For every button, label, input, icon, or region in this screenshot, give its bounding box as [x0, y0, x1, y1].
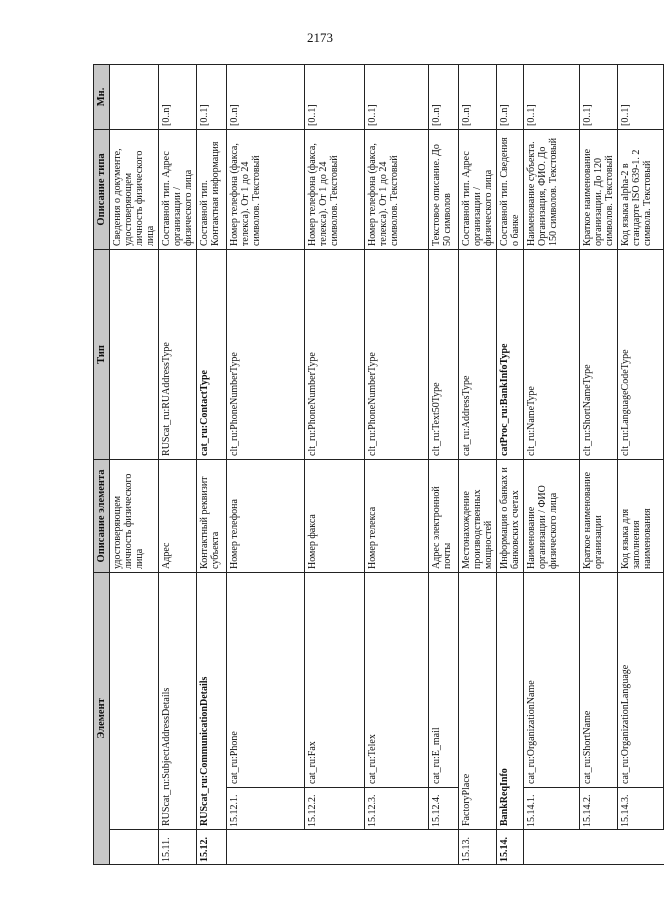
indent-spacer	[618, 830, 664, 865]
indent-spacer	[305, 830, 365, 865]
table-row	[524, 64, 580, 864]
indent-spacer	[227, 830, 305, 865]
table-header-row	[94, 64, 110, 864]
element-description: Адрес	[159, 459, 197, 572]
rotated-table-container	[93, 65, 653, 865]
header-element: Элемент	[94, 572, 110, 864]
element-description: Номер телефона	[227, 459, 305, 572]
table-row	[305, 64, 365, 864]
table-row	[459, 64, 497, 864]
indent-spacer	[524, 830, 580, 865]
type-description: Номер телефона (факса, телекса). От 1 до 24 символов. Текстовый	[227, 129, 305, 249]
header-type-desc: Описание типа	[94, 129, 110, 249]
row-number: 15.12.3.	[365, 788, 429, 830]
row-number: 15.12.4.	[429, 788, 459, 830]
element-name: cat_ru:OrganizationLanguage	[618, 572, 664, 787]
multiplicity: [0..n]	[227, 64, 305, 129]
table-row	[227, 64, 305, 864]
element-description: Номер факса	[305, 459, 365, 572]
element-name	[110, 572, 159, 829]
type-name: clt_ru:PhoneNumberType	[227, 249, 305, 459]
row-number: 15.12.	[197, 830, 227, 865]
multiplicity	[110, 64, 159, 129]
type-name: RUScat_ru:RUAddressType	[159, 249, 197, 459]
element-description: Номер телекса	[365, 459, 429, 572]
element-name: cat_ru:Phone	[227, 572, 305, 787]
element-name: cat_ru:Fax	[305, 572, 365, 787]
row-number: 15.14.	[497, 830, 524, 865]
type-description: Текстовое описание. До 50 символов	[429, 129, 459, 249]
table-body	[110, 64, 664, 864]
row-number: 15.12.1.	[227, 788, 305, 830]
type-description: Номер телефона (факса, телекса). От 1 до 24 символов. Текстовый	[305, 129, 365, 249]
row-number: 15.14.1.	[524, 788, 580, 830]
table-row	[497, 64, 524, 864]
element-name: cat_ru:OrganizationName	[524, 572, 580, 787]
element-description: Контактный реквизит субъекта	[197, 459, 227, 572]
element-name: cat_ru:Telex	[365, 572, 429, 787]
multiplicity: [0..1]	[580, 64, 618, 129]
multiplicity: [0..1]	[365, 64, 429, 129]
row-number	[110, 830, 159, 865]
element-name: RUScat_ru:CommunicationDetails	[197, 572, 227, 829]
table-row	[159, 64, 197, 864]
multiplicity: [0..n]	[459, 64, 497, 129]
row-number: 15.13.	[459, 830, 497, 865]
row-number: 15.14.3.	[618, 788, 664, 830]
table-row	[110, 64, 159, 864]
indent-spacer	[580, 830, 618, 865]
multiplicity: [0..1]	[305, 64, 365, 129]
element-description: Местонахождение производственных мощностей	[459, 459, 497, 572]
type-description: Составной тип. Адрес организации / физического лица	[459, 129, 497, 249]
multiplicity: [0..1]	[524, 64, 580, 129]
element-description: удостоверяющем личность физического лица	[110, 459, 159, 572]
element-table	[93, 64, 664, 865]
type-description: Код языка alpha-2 в стандарте ISO 639-1. 2 символа. Текстовый	[618, 129, 664, 249]
multiplicity: [0..1]	[197, 64, 227, 129]
type-description: Составной тип. Контактная информация	[197, 129, 227, 249]
type-name: cat_ru:ContactType	[197, 249, 227, 459]
type-name: clt_ru:NameType	[524, 249, 580, 459]
element-description: Краткое наименование организации	[580, 459, 618, 572]
element-name: cat_ru:E_mail	[429, 572, 459, 787]
table-row	[365, 64, 429, 864]
row-number: 15.14.2.	[580, 788, 618, 830]
table-row	[580, 64, 618, 864]
type-description: Номер телефона (факса, телекса). От 1 до 24 символов. Текстовый	[365, 129, 429, 249]
element-description: Адрес электронной почты	[429, 459, 459, 572]
row-number: 15.11.	[159, 830, 197, 865]
table-row	[618, 64, 664, 864]
element-description: Информация о банках и банковских счетах	[497, 459, 524, 572]
multiplicity: [0..1]	[618, 64, 664, 129]
type-name: clt_ru:LanguageCodeType	[618, 249, 664, 459]
element-name: FactoryPlace	[459, 572, 497, 829]
type-name: clt_ru:PhoneNumberType	[305, 249, 365, 459]
type-name	[110, 249, 159, 459]
element-name: BankReqInfo	[497, 572, 524, 829]
table-row	[429, 64, 459, 864]
type-name: catProc_ru:BankInfoType	[497, 249, 524, 459]
header-type: Тип	[94, 249, 110, 459]
element-description: Наименование организации / ФИО физического лица	[524, 459, 580, 572]
element-description: Код языка для заполнения наименования	[618, 459, 664, 572]
multiplicity: [0..n]	[429, 64, 459, 129]
element-name: RUScat_ru:SubjectAddressDetails	[159, 572, 197, 829]
type-description: Составной тип. Сведения о банке	[497, 129, 524, 249]
multiplicity: [0..n]	[159, 64, 197, 129]
type-name: clt_ru:PhoneNumberType	[365, 249, 429, 459]
type-name: clt_ru:Text50Type	[429, 249, 459, 459]
type-description: Краткое наименование организации. До 120 символов. Текстовый	[580, 129, 618, 249]
type-description: Сведения о документе, удостоверяющем личность физического лица	[110, 129, 159, 249]
header-element-desc: Описание элемента	[94, 459, 110, 572]
indent-spacer	[365, 830, 429, 865]
element-name: cat_ru:ShortName	[580, 572, 618, 787]
table-row	[197, 64, 227, 864]
row-number: 15.12.2.	[305, 788, 365, 830]
multiplicity: [0..n]	[497, 64, 524, 129]
page-number: 2173	[307, 30, 333, 45]
type-description: Составной тип. Адрес организации / физического лица	[159, 129, 197, 249]
type-name: clt_ru:ShortNameType	[580, 249, 618, 459]
header-mult: Мн.	[94, 64, 110, 129]
type-description: Наименование субъекта. Организация, ФИО. До 150 символов. Текстовый	[524, 129, 580, 249]
type-name: cat_ru:AddressType	[459, 249, 497, 459]
indent-spacer	[429, 830, 459, 865]
